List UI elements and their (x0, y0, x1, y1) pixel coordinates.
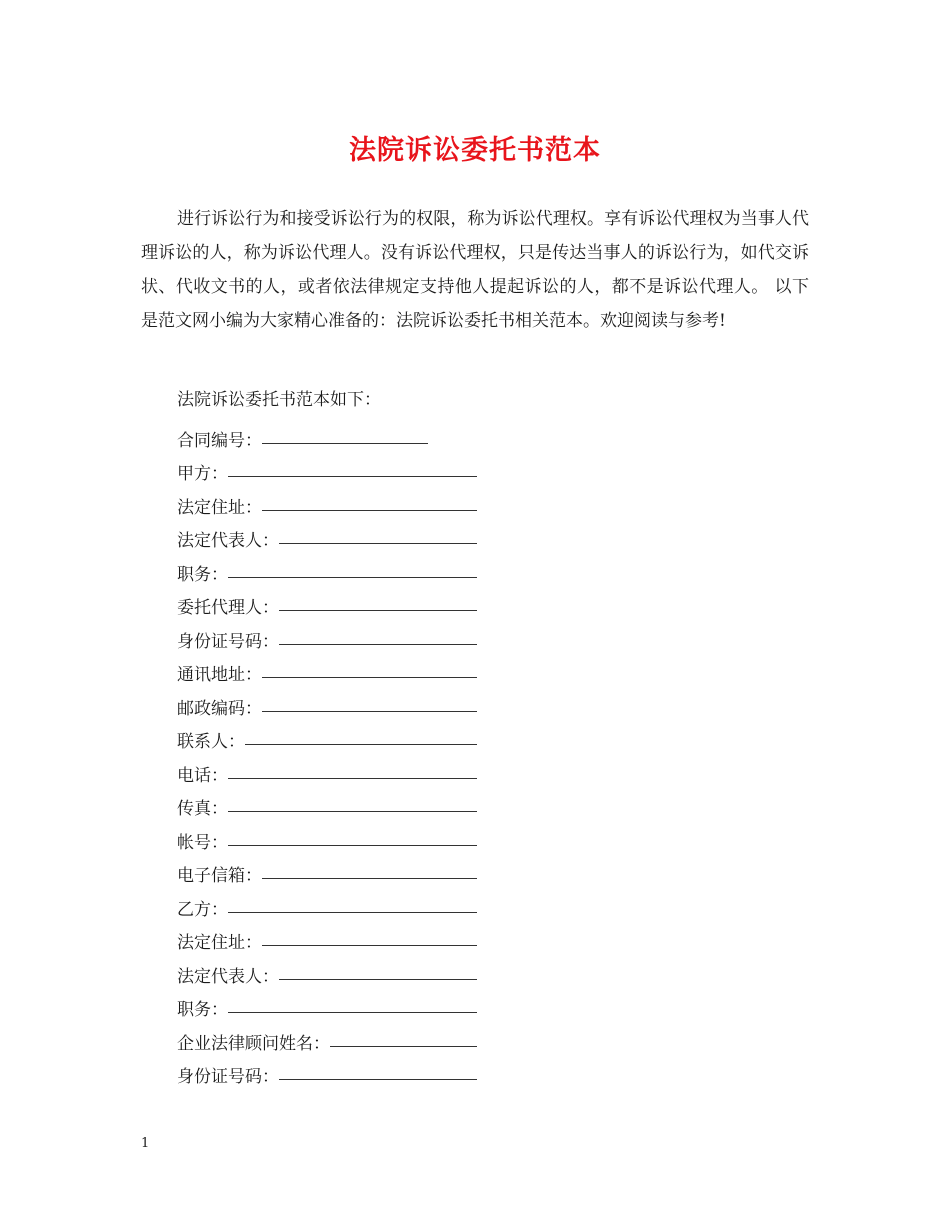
field-label: 电子信箱： (177, 866, 262, 886)
field-contact-person (177, 719, 477, 753)
field-legal-representative-b (177, 953, 477, 987)
blank-line (279, 609, 477, 611)
blank-line (262, 676, 477, 678)
field-label: 通讯地址： (177, 665, 262, 685)
lead-line: 法院诉讼委托书范本如下： (177, 390, 381, 410)
blank-line (279, 978, 477, 980)
field-account-number (177, 819, 477, 853)
field-label: 法定代表人： (177, 531, 279, 551)
intro-paragraph: 进行诉讼行为和接受诉讼行为的权限，称为诉讼代理权。享有诉讼代理权为当事人代理诉讼的人，称为诉讼代理人。没有诉讼代理权，只是传达当事人的诉讼行为，如代交诉状、代收文书的人，或者依法律规定支持他人提起诉讼的人，都不是诉讼代理人。 以下是范文网小编为大家精心准备的：法院诉讼委托书相关范本。欢迎阅读与参考! (141, 209, 809, 331)
blank-line (262, 944, 477, 946)
blank-line (245, 743, 477, 745)
blank-line (279, 643, 477, 645)
blank-line (262, 710, 477, 712)
blank-line (228, 475, 477, 477)
field-label: 甲方： (177, 464, 228, 484)
field-label: 法定代表人： (177, 966, 279, 987)
field-legal-representative-a (177, 518, 477, 552)
field-label: 法定住址： (177, 497, 262, 518)
field-phone (177, 752, 477, 786)
document-title: 法院诉讼委托书范本 (349, 135, 601, 166)
field-postal-code (177, 685, 477, 719)
field-label: 法定住址： (177, 933, 262, 953)
field-legal-counsel-name (177, 1020, 477, 1054)
blank-line (228, 777, 477, 779)
field-party-b (177, 886, 477, 920)
blank-line (228, 844, 477, 846)
form-field-list (177, 417, 477, 1087)
field-id-number-a (177, 618, 477, 652)
field-label: 联系人： (177, 732, 245, 752)
field-fax (177, 786, 477, 820)
field-email (177, 853, 477, 887)
field-label: 合同编号： (177, 430, 262, 451)
field-label: 电话： (177, 765, 228, 786)
page-number: 1 (141, 1136, 150, 1151)
field-label: 乙方： (177, 899, 228, 920)
field-label: 企业法律顾问姓名： (177, 1033, 330, 1054)
field-id-number-b (177, 1054, 477, 1088)
field-position-b (177, 987, 477, 1021)
blank-line (228, 911, 477, 913)
field-legal-address-b (177, 920, 477, 954)
field-party-a (177, 451, 477, 485)
field-mailing-address (177, 652, 477, 686)
field-label: 职务： (177, 564, 228, 585)
blank-line (228, 576, 477, 578)
blank-line (262, 877, 477, 879)
field-label: 身份证号码： (177, 631, 279, 652)
field-label: 邮政编码： (177, 698, 262, 719)
field-legal-address-a (177, 484, 477, 518)
field-position-a (177, 551, 477, 585)
field-agent (177, 585, 477, 619)
blank-line (228, 810, 477, 812)
field-label: 职务： (177, 1000, 228, 1020)
field-label: 身份证号码： (177, 1067, 279, 1087)
blank-line (228, 1011, 477, 1013)
blank-line (262, 509, 477, 511)
field-label: 委托代理人： (177, 598, 279, 618)
blank-line (279, 542, 477, 544)
blank-line (279, 1078, 477, 1080)
blank-line (330, 1045, 477, 1047)
field-label: 帐号： (177, 832, 228, 853)
field-contract-number (177, 417, 477, 451)
field-label: 传真： (177, 799, 228, 819)
blank-line (262, 442, 428, 444)
